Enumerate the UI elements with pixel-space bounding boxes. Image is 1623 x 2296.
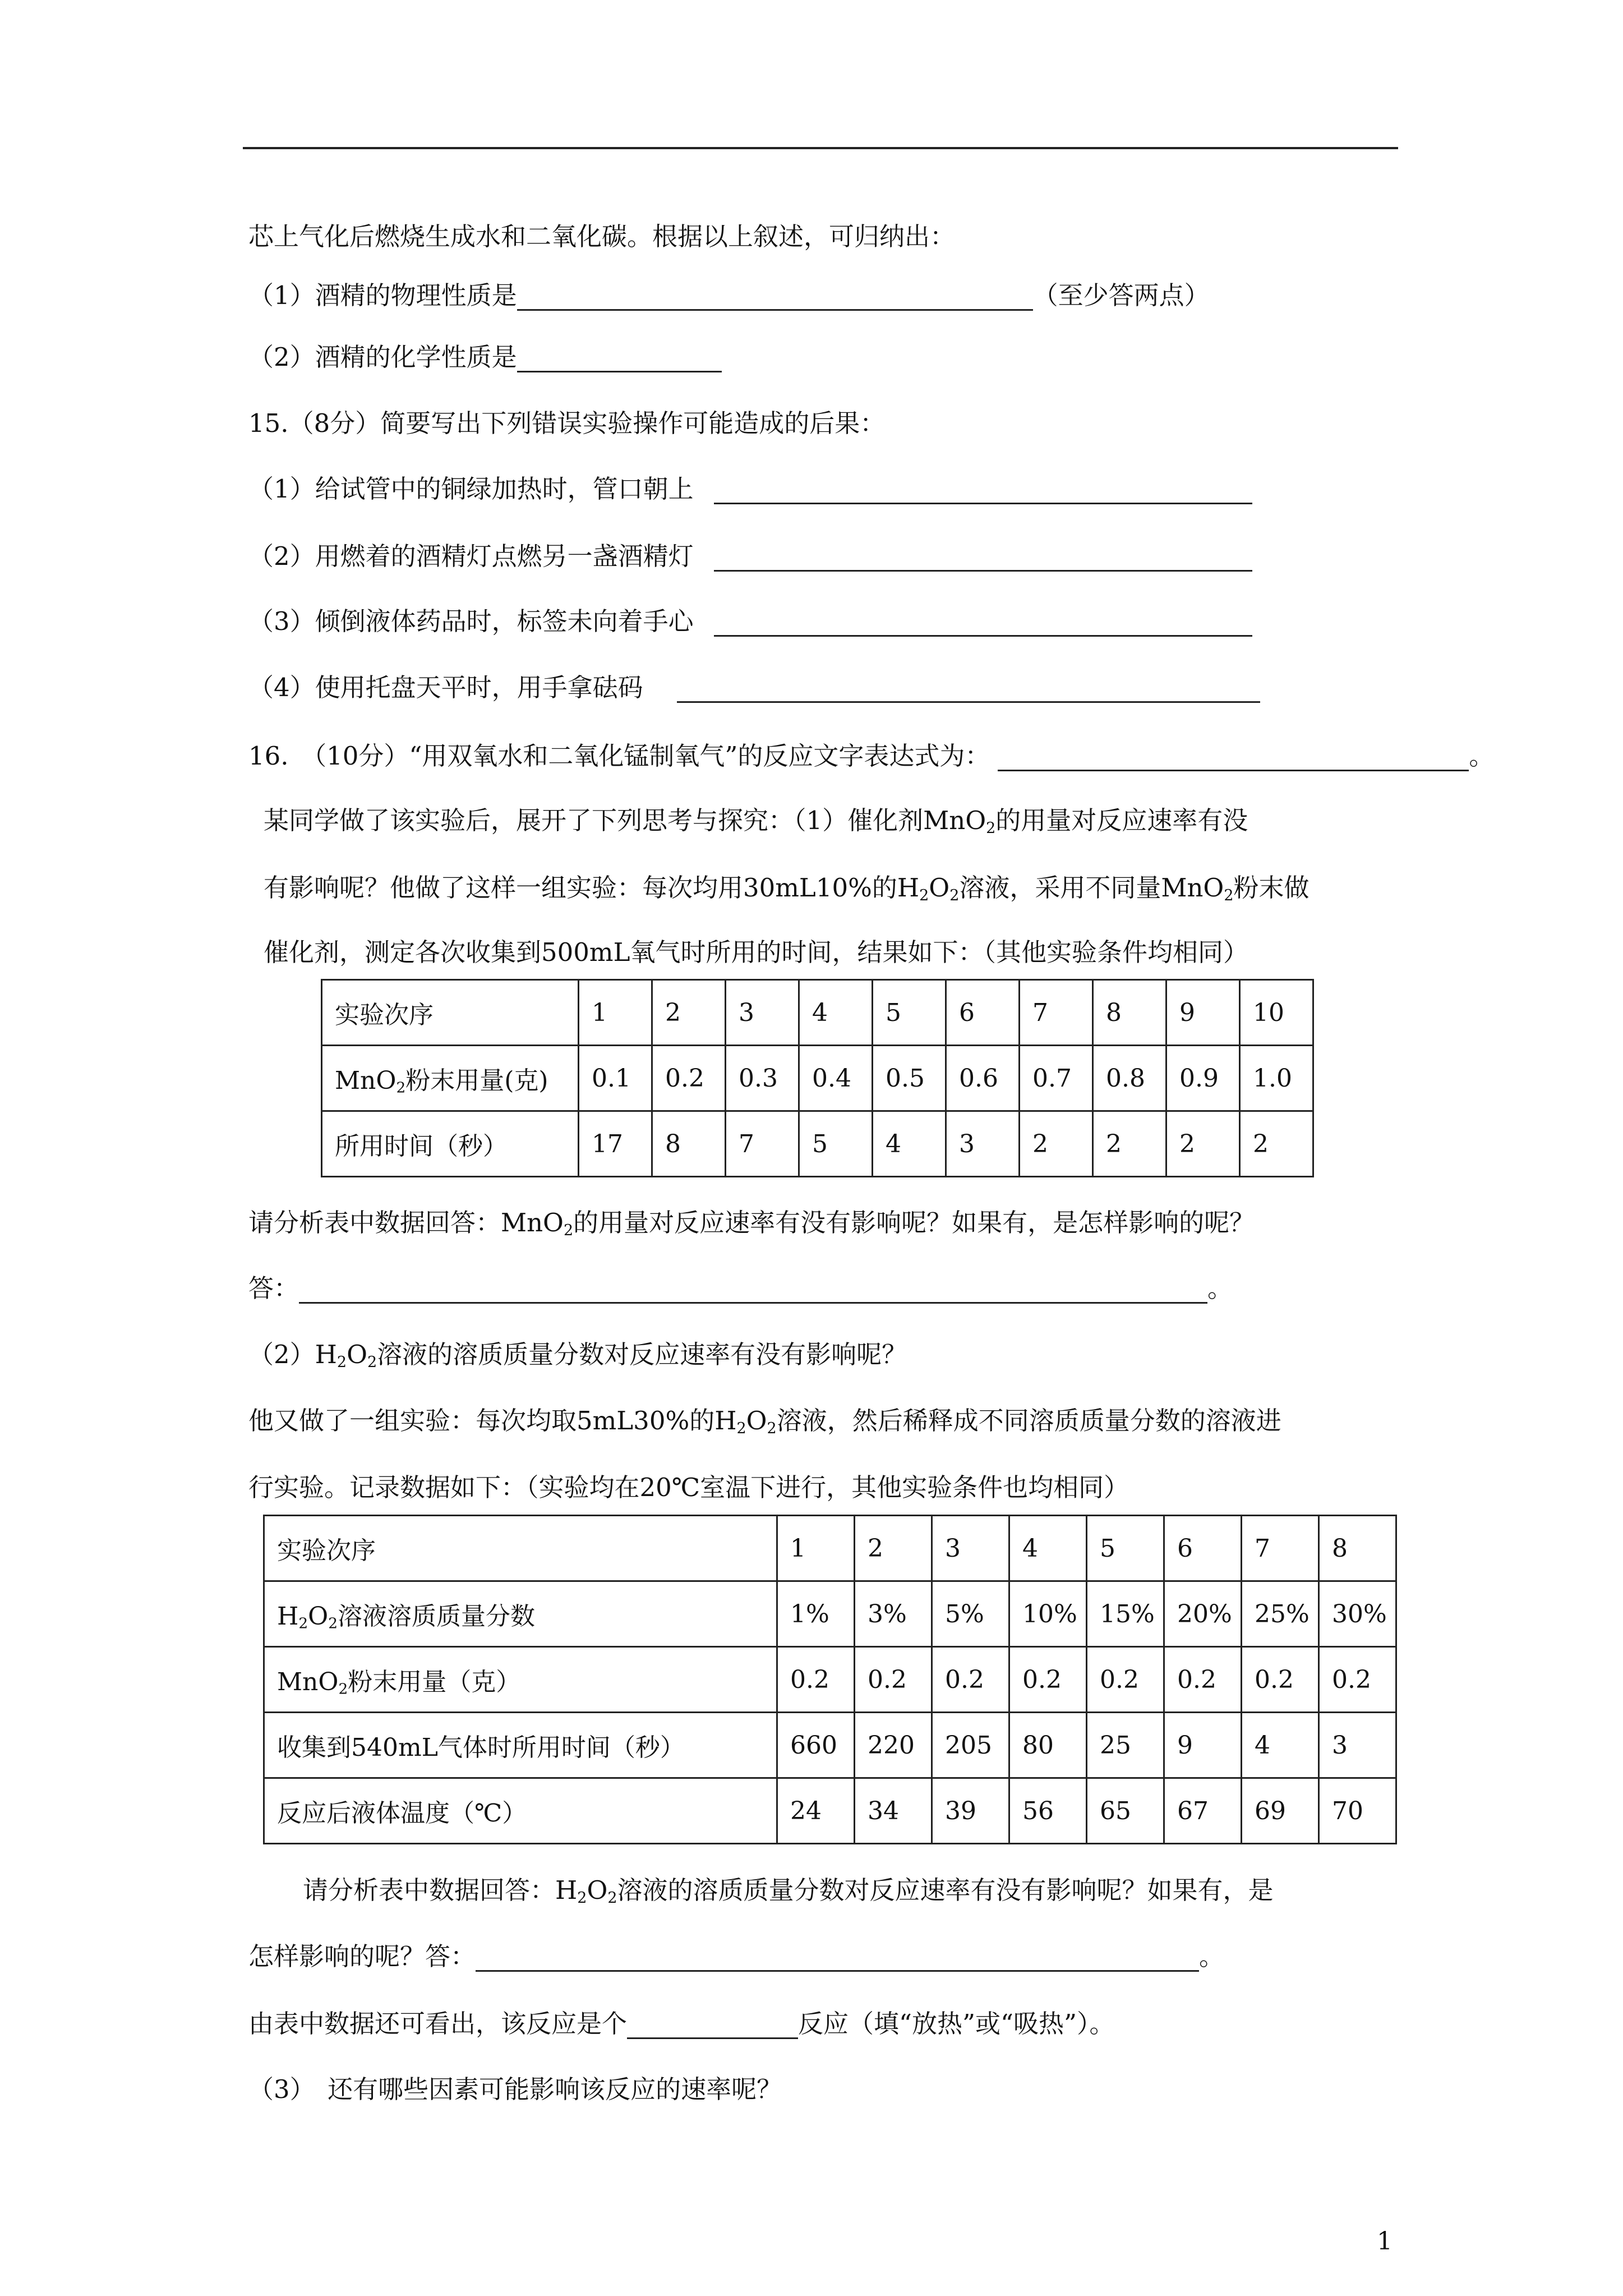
table-cell: 205: [932, 1713, 1009, 1778]
q16-answer1: 答： 。: [248, 1273, 1233, 1303]
table-cell: 660: [777, 1713, 855, 1778]
table-cell: 0.2: [1242, 1647, 1319, 1713]
q16-part2-heading: $(2)H_2O_2$溶液的溶质质量分数对反应速率有没有影响呢？: [248, 1340, 907, 1371]
table-cell: 56: [1009, 1778, 1087, 1844]
table-cell: 5: [799, 1111, 873, 1177]
table-cell: 3: [726, 980, 799, 1046]
q16-part2-line1: 他又做了一组实验：每次均取5mL30%的$H_2O_2$溶液，然后稀释成不同溶质质量分数的溶液进: [248, 1406, 1281, 1437]
q16-heat-question: 由表中数据还可看出，该反应是个 反应（填“放热”或“吸热”）。: [248, 2009, 1115, 2039]
table-cell: 1%: [777, 1581, 855, 1647]
table-row: [264, 1516, 1396, 1581]
mno2-amount-table: [321, 979, 1314, 1177]
table-cell: 7: [726, 1111, 799, 1177]
table-cell: 6: [1164, 1516, 1242, 1581]
table-cell: 17: [579, 1111, 652, 1177]
table-cell: 1.0: [1240, 1046, 1313, 1111]
table-cell: 80: [1009, 1713, 1087, 1778]
table-cell: 0.2: [855, 1647, 932, 1713]
table-cell: 1: [777, 1516, 855, 1581]
answer-blank[interactable]: [714, 613, 1252, 637]
table-cell: 0.5: [873, 1046, 946, 1111]
page-number: 1: [1377, 2227, 1393, 2256]
q16-heading: 16. （10分）“用双氧水和二氧化锰制氧气”的反应文字表达式为： 。: [248, 741, 1495, 771]
table-cell: 20%: [1164, 1581, 1242, 1647]
table-cell: 8: [1319, 1516, 1396, 1581]
table-cell: 10%: [1009, 1581, 1087, 1647]
q16-para-line3: 催化剂，测定各次收集到500mL氧气时所用的时间，结果如下：（其他实验条件均相同）: [264, 937, 1248, 967]
table-cell: 4: [799, 980, 873, 1046]
table-cell: 0.2: [652, 1046, 726, 1111]
table-cell: 30%: [1319, 1581, 1396, 1647]
table-cell: 0.2: [1164, 1647, 1242, 1713]
table-cell: 9: [1166, 980, 1240, 1046]
continuation-line: 芯上气化后燃烧生成水和二氧化碳。根据以上叙述，可归纳出：: [248, 222, 956, 251]
answer-blank[interactable]: [517, 287, 1033, 311]
table-cell: 收集到540mL气体时所用时间（秒）: [264, 1713, 777, 1778]
answer-blank[interactable]: [677, 679, 1260, 703]
answer-blank[interactable]: [627, 2015, 798, 2039]
table-cell: 0.2: [1009, 1647, 1087, 1713]
table-cell: 0.2: [777, 1647, 855, 1713]
table-cell: 8: [1093, 980, 1166, 1046]
q16-para-line2: 有影响呢？他做了这样一组实验：每次均用30mL10%的$H_2O_2$溶液，采用不同量MnO$_2$粉末做: [264, 873, 1310, 904]
table-cell: 34: [855, 1778, 932, 1844]
table-cell: 6: [946, 980, 1020, 1046]
table-cell: 7: [1020, 980, 1093, 1046]
table-cell: 3: [1319, 1713, 1396, 1778]
table-cell: 0.2: [1319, 1647, 1396, 1713]
table-cell: 实验次序: [264, 1516, 777, 1581]
table-cell: 实验次序: [322, 980, 579, 1046]
table-cell: 9: [1164, 1713, 1242, 1778]
table-cell: 4: [1242, 1713, 1319, 1778]
table-cell: 反应后液体温度（℃）: [264, 1778, 777, 1844]
table-row: [322, 1046, 1313, 1111]
table-cell: 5: [1087, 1516, 1164, 1581]
table-cell: 70: [1319, 1778, 1396, 1844]
q16-ask1: 请分析表中数据回答：MnO$_2$的用量对反应速率有没有影响呢？如果有，是怎样影响的呢？: [248, 1208, 1255, 1239]
table-cell: 3%: [855, 1581, 932, 1647]
table-cell: 0.7: [1020, 1046, 1093, 1111]
answer-blank[interactable]: [517, 348, 722, 372]
table-cell: 5: [873, 980, 946, 1046]
answer-blank[interactable]: [998, 747, 1469, 771]
table-row: [264, 1713, 1396, 1778]
q14-part2: （2）酒精的化学性质是: [248, 341, 722, 374]
table-cell: 8: [652, 1111, 726, 1177]
q15-part4: （4）使用托盘天平时，用手拿砝码: [248, 671, 1260, 705]
header-rule: [243, 147, 1398, 149]
table-cell: MnO$_2$粉末用量(克): [322, 1046, 579, 1111]
q14-part1: （1）酒精的物理性质是 （至少答两点）: [248, 280, 1210, 310]
q15-part2: （2）用燃着的酒精灯点燃另一盏酒精灯: [248, 540, 1252, 573]
table-cell: 10: [1240, 980, 1313, 1046]
table-cell: 2: [855, 1516, 932, 1581]
answer-blank[interactable]: [714, 480, 1252, 504]
table-cell: $H_2O_2$溶液溶质质量分数: [264, 1581, 777, 1647]
table-cell: 所用时间（秒）: [322, 1111, 579, 1177]
table-cell: 24: [777, 1778, 855, 1844]
q15-heading: 15.（8分）简要写出下列错误实验操作可能造成的后果：: [248, 408, 886, 438]
table-cell: 0.1: [579, 1046, 652, 1111]
table-cell: 4: [1009, 1516, 1087, 1581]
table-cell: 2: [1240, 1111, 1313, 1177]
table-cell: 220: [855, 1713, 932, 1778]
table-cell: 25: [1087, 1713, 1164, 1778]
table-cell: 0.6: [946, 1046, 1020, 1111]
q16-para-line1: 某同学做了该实验后，展开了下列思考与探究：（1）催化剂MnO$_2$的用量对反应速率有没: [264, 806, 1248, 837]
table-cell: 25%: [1242, 1581, 1319, 1647]
answer-blank[interactable]: [714, 547, 1252, 572]
table-row: [264, 1778, 1396, 1844]
table-cell: 0.3: [726, 1046, 799, 1111]
table-row: [264, 1581, 1396, 1647]
table-cell: 39: [932, 1778, 1009, 1844]
table-row: [264, 1647, 1396, 1713]
q16-part3: （3） 还有哪些因素可能影响该反应的速率呢？: [248, 2074, 782, 2104]
table-cell: 3: [932, 1516, 1009, 1581]
table-cell: 2: [1020, 1111, 1093, 1177]
table-cell: 65: [1087, 1778, 1164, 1844]
table-cell: 15%: [1087, 1581, 1164, 1647]
table-cell: 3: [946, 1111, 1020, 1177]
table-cell: 0.2: [932, 1647, 1009, 1713]
table-cell: 0.2: [1087, 1647, 1164, 1713]
q16-part2-line2: 行实验。记录数据如下：（实验均在20℃室温下进行，其他实验条件也均相同）: [248, 1473, 1129, 1502]
table-row: [322, 980, 1313, 1046]
q16-ask2: 请分析表中数据回答：$H_2O_2$溶液的溶质质量分数对反应速率有没有影响呢？如果有，是: [303, 1875, 1274, 1907]
table-cell: 69: [1242, 1778, 1319, 1844]
table-cell: 2: [652, 980, 726, 1046]
answer-blank[interactable]: [476, 1948, 1199, 1972]
table-cell: 67: [1164, 1778, 1242, 1844]
q16-answer2: 怎样影响的呢？答： 。: [248, 1941, 1225, 1971]
table-cell: 4: [873, 1111, 946, 1177]
table-cell: 0.9: [1166, 1046, 1240, 1111]
q15-part3: （3）倾倒液体药品时，标签未向着手心: [248, 605, 1252, 638]
table-row: [322, 1111, 1313, 1177]
table-cell: 1: [579, 980, 652, 1046]
table-cell: 5%: [932, 1581, 1009, 1647]
table-cell: MnO$_2$粉末用量（克）: [264, 1647, 777, 1713]
answer-blank[interactable]: [299, 1280, 1207, 1304]
table-cell: 7: [1242, 1516, 1319, 1581]
table-cell: 0.4: [799, 1046, 873, 1111]
table-cell: 0.8: [1093, 1046, 1166, 1111]
q15-part1: （1）给试管中的铜绿加热时，管口朝上: [248, 472, 1252, 506]
table-cell: 2: [1093, 1111, 1166, 1177]
h2o2-concentration-table: [263, 1515, 1397, 1844]
table-cell: 2: [1166, 1111, 1240, 1177]
